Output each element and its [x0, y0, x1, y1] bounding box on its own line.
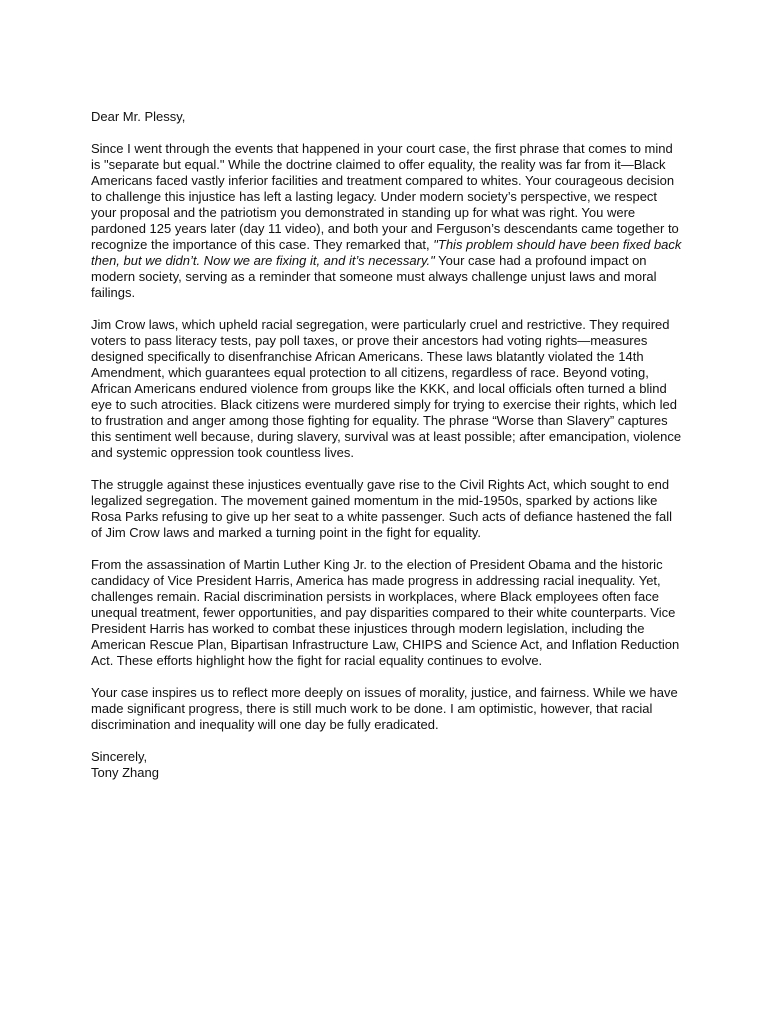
- salutation: Dear Mr. Plessy,: [91, 109, 186, 124]
- letter-page: [91, 109, 683, 781]
- paragraph-5: Your case inspires us to reflect more deeply on issues of morality, justice, and fairness. While we have made significant progress, there is still much work to be done. I am optimistic, however, that racial discrimination and inequality will one day be fully eradicated.: [91, 685, 678, 732]
- paragraph-1-text-b: Your case had a profound impact on modern society, serving as a reminder that someone must always challenge unjust laws and moral failings.: [91, 253, 657, 300]
- paragraph-2: Jim Crow laws, which upheld racial segregation, were particularly cruel and restrictive. They required voters to pass literacy tests, pay poll taxes, or prove their ancestors had voting rights—measures designed specifically to disenfranchise African Americans. These laws blatantly violated the 14th Amendment, which guarantees equal protection to all citizens, regardless of race. Beyond voting, African Americans endured violence from groups like the KKK, and local officials often turned a blind eye to such atrocities. Black citizens were murdered simply for trying to exercise their rights, which led to frustration and anger among those fighting for equality. The phrase “Worse than Slavery” captures this sentiment well because, during slavery, survival was at least possible; after emancipation, violence and systemic oppression took countless lives.: [91, 317, 682, 460]
- descendants-quote: "This problem should have been fixed back then, but we didn’t. Now we are fixing it, and it’s necessary.": [91, 237, 682, 268]
- paragraph-1: [91, 141, 683, 301]
- paragraph-3: The struggle against these injustices eventually gave rise to the Civil Rights Act, which sought to end legalized segregation. The movement gained momentum in the mid-1950s, sparked by actions like Rosa Parks refusing to give up her seat to a white passenger. Such acts of defiance hastened the fall of Jim Crow laws and marked a turning point in the fight for equality.: [91, 477, 673, 540]
- signature-name: Tony Zhang: [91, 765, 159, 780]
- closing: Sincerely,: [91, 749, 148, 764]
- paragraph-1-text-a: Since I went through the events that happened in your court case, the first phrase that comes to mind is "separate but equal." While the doctrine claimed to offer equality, the reality was far from it—Black Americans faced vastly inferior facilities and treatment compared to whites. Your courageous decision to challenge this injustice has left a lasting legacy. Under modern society’s perspective, we respect your proposal and the patriotism you demonstrated in standing up for what was right. You were pardoned 125 years later (day 11 video), and both your and Ferguson’s descendants came together to recognize the importance of this case. They remarked that,: [91, 141, 679, 252]
- paragraph-4: From the assassination of Martin Luther King Jr. to the election of President Obama and the historic candidacy of Vice President Harris, America has made progress in addressing racial inequality. Yet, challenges remain. Racial discrimination persists in workplaces, where Black employees often face unequal treatment, fewer opportunities, and pay disparities compared to their white counterparts. Vice President Harris has worked to combat these injustices through modern legislation, including the American Rescue Plan, Bipartisan Infrastructure Law, CHIPS and Science Act, and Inflation Reduction Act. These efforts highlight how the fight for racial equality continues to evolve.: [91, 557, 680, 668]
